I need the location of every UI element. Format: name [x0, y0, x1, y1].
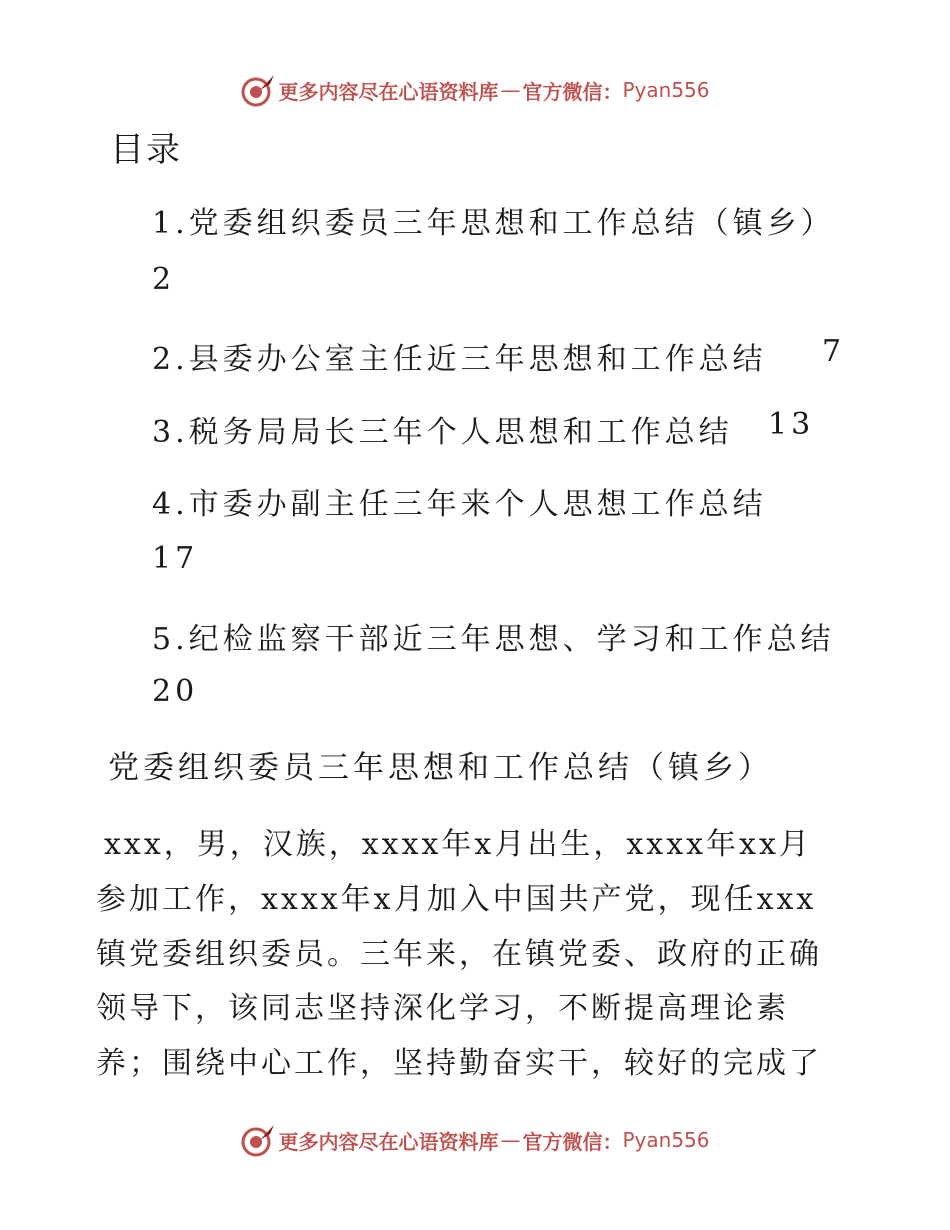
toc-title: 目录 — [110, 130, 182, 170]
paragraph-line: 领导下，该同志坚持深化学习，不断提高理论素 — [96, 991, 789, 1027]
watermark-dash: — — [500, 78, 521, 102]
watermark-label: 官方微信： — [522, 1129, 623, 1154]
toc-item-1: 1.党委组织委员三年思想和工作总结（镇乡） — [152, 206, 835, 241]
toc-item-3: 3.税务局局长三年个人思想和工作总结 — [152, 415, 733, 450]
paragraph-line: 养；围绕中心工作，坚持勤奋实干，较好的完成了 — [96, 1046, 822, 1082]
quill-logo-icon — [240, 1122, 276, 1158]
watermark-handle: Pyan556 — [622, 1128, 710, 1152]
section-heading: 党委组织委员三年思想和工作总结（镇乡） — [108, 750, 773, 786]
watermark-label: 官方微信： — [522, 79, 623, 104]
body-paragraph — [96, 818, 856, 1092]
toc-item-5-page: 20 — [152, 674, 199, 709]
paragraph-line: 镇党委组织委员。三年来，在镇党委、政府的正确 — [96, 936, 822, 972]
watermark-dash: — — [500, 1128, 521, 1152]
toc-item-1-page: 2 — [152, 262, 176, 297]
toc-item-2-page: 7 — [822, 334, 846, 369]
quill-logo-icon — [240, 72, 276, 108]
watermark-header — [0, 70, 950, 110]
paragraph-line: xxx，男，汉族，xxxx年x月出生，xxxx年xx月 — [104, 827, 812, 862]
watermark-text: 更多内容尽在心语资料库 — [278, 79, 499, 104]
paragraph-line: 参加工作，xxxx年x月加入中国共产党，现任xxx — [96, 881, 817, 917]
watermark-handle: Pyan556 — [622, 78, 710, 102]
toc-item-4: 4.市委办副主任三年来个人思想工作总结 — [152, 487, 767, 522]
watermark-footer — [0, 1120, 950, 1160]
toc-item-2: 2.县委办公室主任近三年思想和工作总结 — [152, 342, 767, 377]
watermark-text: 更多内容尽在心语资料库 — [278, 1129, 499, 1154]
toc-item-4-page: 17 — [152, 541, 199, 576]
toc-item-3-page: 13 — [768, 407, 815, 442]
toc-item-5: 5.纪检监察干部近三年思想、学习和工作总结 — [152, 622, 835, 657]
